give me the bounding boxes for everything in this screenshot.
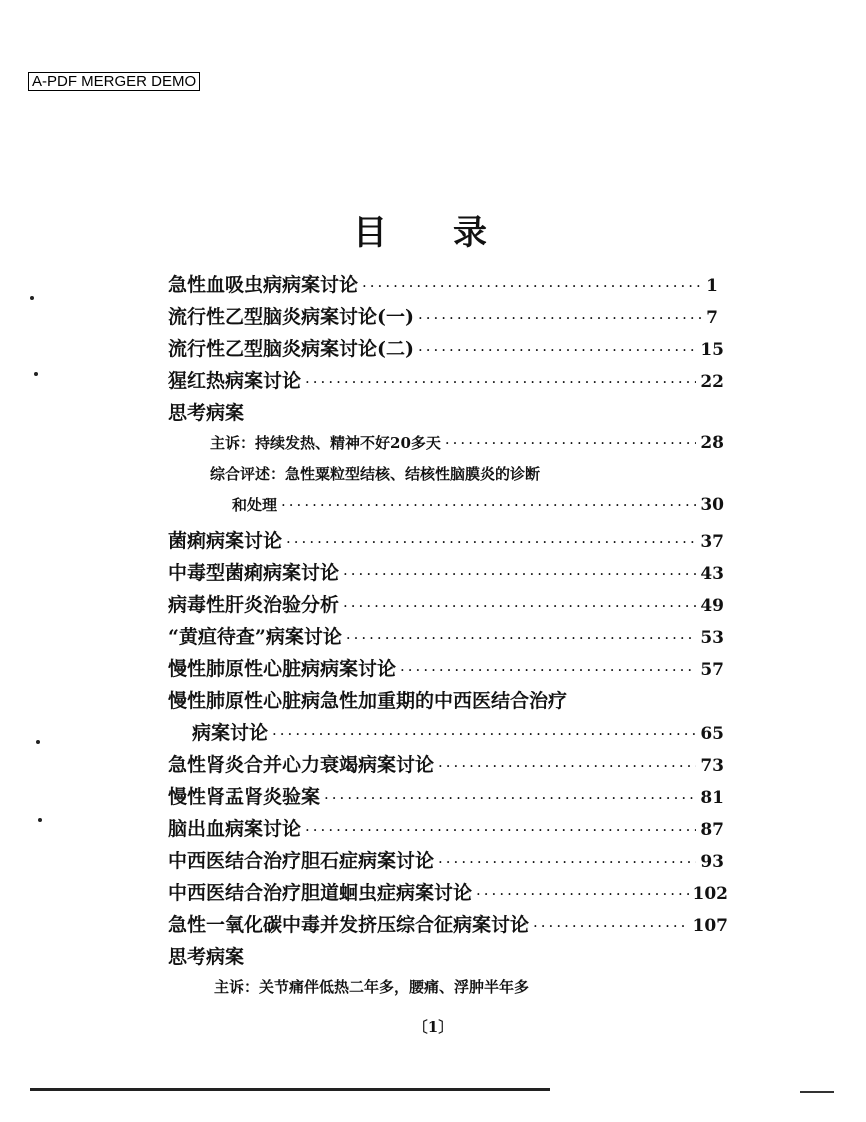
leader-dots (418, 309, 702, 327)
toc-entry-title: 急性血吸虫病病案讨论 (168, 274, 359, 296)
leader-dots (272, 725, 696, 743)
scan-speck (34, 372, 38, 376)
toc-entry-page: 53 (700, 628, 724, 648)
toc-entry (168, 750, 724, 777)
leader-dots (418, 341, 696, 359)
leader-dots (346, 629, 696, 647)
toc-entry-page: 87 (700, 820, 724, 840)
toc-entry (168, 366, 724, 393)
leader-dots (324, 789, 696, 807)
toc-entry-title: 流行性乙型脑炎病案讨论(二) (168, 338, 414, 360)
toc-entry-title: 急性一氧化碳中毒并发挤压综合征病案讨论 (168, 914, 530, 936)
scan-speck (36, 740, 40, 744)
toc-entry (168, 782, 724, 809)
toc-entry-page: 28 (700, 433, 724, 453)
toc-entry-title: 急性肾炎合并心力衰竭病案讨论 (168, 754, 435, 776)
toc-entry-title: 脑出血病案讨论 (168, 818, 302, 840)
toc-entry-title: 主诉：持续发热、精神不好20多天 (210, 434, 441, 452)
section-heading: 思考病案 (168, 946, 245, 968)
toc-entry-title: 猩红热病案讨论 (168, 370, 302, 392)
toc-entry (210, 432, 724, 453)
leader-dots (476, 885, 688, 903)
toc-entry-page: 93 (700, 852, 724, 872)
toc-entry-page: 15 (700, 340, 724, 360)
scan-edge-line (30, 1088, 550, 1091)
toc-entry (168, 846, 724, 873)
toc-entry-title: 慢性肺原性心脏病病案讨论 (168, 658, 397, 680)
leader-dots (305, 373, 696, 391)
leader-dots (343, 597, 696, 615)
leader-dots (438, 757, 696, 775)
page-number: 〔1〕 (412, 1018, 454, 1036)
scan-edge-line (800, 1091, 834, 1093)
toc-entry-page: 81 (700, 788, 724, 808)
page-title: 目录 (353, 213, 553, 253)
toc-entry-page: 1 (706, 276, 718, 296)
toc-entry (168, 654, 724, 681)
toc-entry-title: 综合评述：急性粟粒型结核、结核性脑膜炎的诊断 (210, 465, 541, 483)
leader-dots (305, 821, 696, 839)
toc-entry-page: 65 (700, 724, 724, 744)
toc-entry-title: 病毒性肝炎治验分析 (168, 594, 340, 616)
scan-speck (30, 296, 34, 300)
toc-entry-page: 43 (700, 564, 724, 584)
section-heading: 思考病案 (168, 402, 245, 424)
toc-entry-page: 73 (700, 756, 724, 776)
toc-entry-title: 慢性肾盂肾炎验案 (168, 786, 321, 808)
toc-entry-page: 30 (700, 495, 724, 515)
leader-dots (281, 496, 696, 514)
leader-dots (362, 277, 702, 295)
watermark: A-PDF MERGER DEMO (28, 72, 200, 91)
leader-dots (286, 533, 696, 551)
toc-entry-page: 37 (700, 532, 724, 552)
toc-entry (168, 270, 718, 297)
toc-entry-title: 慢性肺原性心脏病急性加重期的中西医结合治疗 (168, 690, 568, 712)
toc-entry-title: “黄疸待查”病案讨论 (168, 626, 342, 648)
leader-dots (445, 434, 696, 452)
toc-entry (168, 814, 724, 841)
toc-entry-title: 流行性乙型脑炎病案讨论(一) (168, 306, 414, 328)
toc-entry-page: 57 (700, 660, 724, 680)
toc-entry (232, 494, 724, 515)
toc-entry (168, 558, 724, 585)
leader-dots (533, 917, 688, 935)
leader-dots (438, 853, 696, 871)
toc-entry-page: 7 (706, 308, 718, 328)
toc-entry-page: 107 (692, 916, 728, 936)
toc-entry-page: 49 (700, 596, 724, 616)
toc-entry-title: 病案讨论 (192, 722, 269, 744)
scan-speck (38, 818, 42, 822)
toc-entry-title: 中西医结合治疗胆道蛔虫症病案讨论 (168, 882, 473, 904)
toc-entry-title: 中西医结合治疗胆石症病案讨论 (168, 850, 435, 872)
toc-entry (168, 622, 724, 649)
toc-entry-title: 中毒型菌痢病案讨论 (168, 562, 340, 584)
toc-entry-title: 主诉：关节痛伴低热二年多，腰痛、浮肿半年多 (214, 978, 530, 996)
toc-entry-title: 和处理 (232, 496, 278, 514)
toc-entry-page: 22 (700, 372, 724, 392)
toc-entry (168, 878, 728, 905)
toc-entry (168, 302, 718, 329)
toc-entry-title: 菌痢病案讨论 (168, 530, 283, 552)
toc-entry-page: 102 (692, 884, 728, 904)
toc-entry (192, 718, 724, 745)
leader-dots (400, 661, 696, 679)
toc-entry (168, 334, 724, 361)
toc-entry (168, 526, 724, 553)
toc-entry (168, 910, 728, 937)
toc-entry (168, 590, 724, 617)
leader-dots (343, 565, 696, 583)
